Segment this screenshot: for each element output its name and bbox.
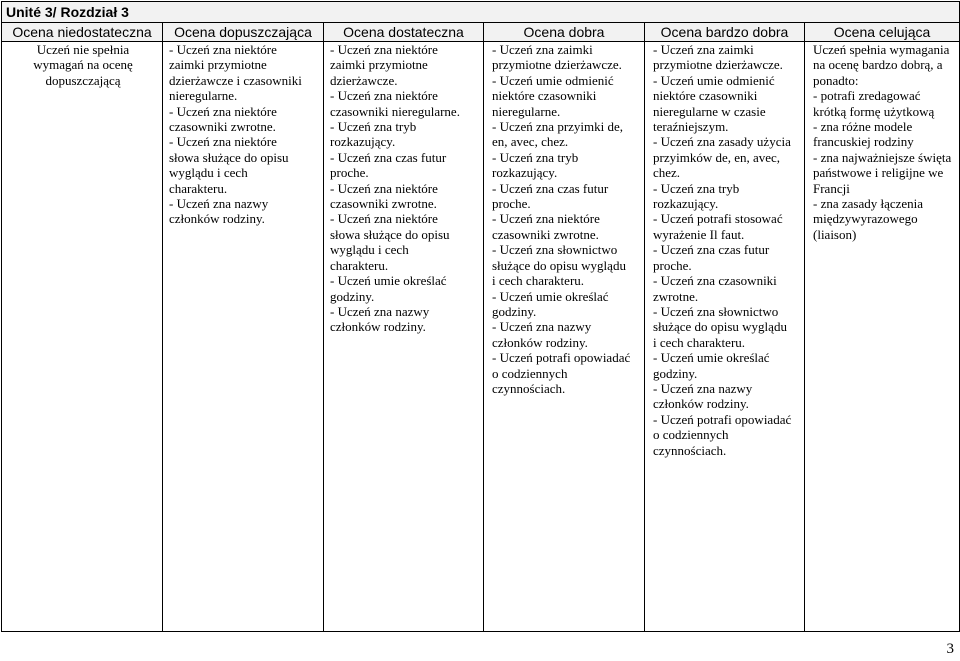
requirement-line: rozkazujący. <box>330 134 396 150</box>
requirement-line: - Uczeń zna niektóre <box>169 103 277 119</box>
requirement-line: wymagań na ocenę <box>33 57 133 73</box>
requirement-line: - Uczeń umie określać <box>330 273 447 289</box>
requirements-dopuszczajaca <box>163 42 324 632</box>
requirement-line: zaimki przymiotne <box>169 57 267 73</box>
requirement-line: proche. <box>653 257 692 273</box>
requirement-line: słowa służące do opisu <box>330 226 450 242</box>
requirement-line: - Uczeń zna nazwy <box>330 303 430 319</box>
requirement-line: - Uczeń zna nazwy <box>169 196 269 212</box>
requirement-line: wyrażenie Il faut. <box>653 226 745 242</box>
requirement-line: - Uczeń zna nazwy <box>653 380 753 396</box>
requirement-line: przyimków de, en, avec, <box>653 149 781 165</box>
requirement-line: - Uczeń umie określać <box>492 288 609 304</box>
unit-title: Unité 3/ Rozdział 3 <box>2 2 960 23</box>
requirement-line: wyglądu i cech <box>330 242 409 258</box>
requirement-line: - Uczeń potrafi opowiadać <box>653 411 792 427</box>
requirement-line: - potrafi zredagować <box>813 88 921 104</box>
requirement-line: na ocenę bardzo dobrą, a <box>813 57 943 73</box>
grading-table <box>1 1 960 632</box>
requirement-line: - Uczeń umie określać <box>653 350 770 366</box>
requirement-line: - zna zasady łączenia <box>813 196 924 212</box>
requirement-line: chez. <box>653 165 681 181</box>
requirement-line: - Uczeń zna czas futur <box>653 242 770 258</box>
requirement-line: i cech charakteru. <box>653 334 746 350</box>
header-niedostateczna: Ocena niedostateczna <box>2 23 163 42</box>
requirements-dobra <box>484 42 645 632</box>
requirement-line: - Uczeń zna niektóre <box>330 88 438 104</box>
requirement-line: czynnościach. <box>492 380 566 396</box>
requirement-line: dzierżawcze i czasowniki <box>169 72 302 88</box>
requirement-line: rozkazujący. <box>492 165 558 181</box>
requirement-line: charakteru. <box>169 180 228 196</box>
header-dopuszczajaca: Ocena dopuszczająca <box>163 23 324 42</box>
requirement-line: członków rodziny. <box>653 396 749 412</box>
requirement-line: - Uczeń zna czasowniki <box>653 273 777 289</box>
requirement-line: służące do opisu wyglądu <box>492 257 626 273</box>
requirement-line: czasowniki nieregularne. <box>330 103 460 119</box>
requirements-row <box>2 42 960 632</box>
header-row <box>2 23 960 42</box>
requirements-celujaca <box>805 42 960 632</box>
requirement-line: - zna najważniejsze święta <box>813 149 952 165</box>
requirement-line: godziny. <box>330 288 375 304</box>
requirement-line: członków rodziny. <box>492 334 588 350</box>
requirement-line: - Uczeń potrafi opowiadać <box>492 350 631 366</box>
requirement-line: - Uczeń zna czas futur <box>492 180 609 196</box>
requirement-line: godziny. <box>492 303 537 319</box>
requirement-line: godziny. <box>653 365 698 381</box>
header-bardzo-dobra: Ocena bardzo dobra <box>645 23 805 42</box>
requirement-line: - Uczeń zna zasady użycia <box>653 134 791 150</box>
requirement-line: służące do opisu wyglądu <box>653 319 787 335</box>
requirement-line: i cech charakteru. <box>492 273 585 289</box>
requirement-line: niektóre czasowniki <box>492 88 597 104</box>
requirement-line: - Uczeń zna niektóre <box>169 134 277 150</box>
requirement-line: - Uczeń zna niektóre <box>330 180 438 196</box>
requirement-line: teraźniejszym. <box>653 119 729 135</box>
requirement-line: nieregularne. <box>492 103 561 119</box>
requirement-line: czasowniki zwrotne. <box>169 119 276 135</box>
requirement-line: - Uczeń potrafi stosować <box>653 211 783 227</box>
requirement-line: dzierżawcze. <box>330 72 398 88</box>
requirement-line: - Uczeń zna tryb <box>653 180 740 196</box>
requirement-line: dopuszczającą <box>45 72 121 88</box>
requirement-line: Uczeń spełnia wymagania <box>813 42 950 57</box>
requirement-line: - zna różne modele <box>813 119 913 135</box>
requirement-line: - Uczeń zna niektóre <box>330 42 438 57</box>
requirement-line: (liaison) <box>813 226 857 242</box>
requirement-line: - Uczeń zna niektóre <box>330 211 438 227</box>
requirement-line: czynnościach. <box>653 442 727 458</box>
requirement-line: - Uczeń umie odmienić <box>492 72 614 88</box>
requirement-line: ponadto: <box>813 72 859 88</box>
requirement-line: - Uczeń zna zaimki <box>653 42 754 57</box>
header-celujaca: Ocena celująca <box>805 23 960 42</box>
requirement-line: - Uczeń zna przyimki de, <box>492 119 624 135</box>
requirement-line: - Uczeń zna słownictwo <box>653 303 779 319</box>
requirement-line: rozkazujący. <box>653 196 719 212</box>
requirements-dostateczna <box>324 42 484 632</box>
requirement-line: francuskiej rodziny <box>813 134 914 150</box>
requirement-line: charakteru. <box>330 257 389 273</box>
requirement-line: - Uczeń umie odmienić <box>653 72 775 88</box>
requirement-line: nieregularne. <box>169 88 238 104</box>
requirement-line: o codziennych <box>492 365 568 381</box>
requirement-line: czasowniki zwrotne. <box>330 196 437 212</box>
requirement-line: niektóre czasowniki <box>653 88 758 104</box>
requirement-line: nieregularne w czasie <box>653 103 766 119</box>
requirement-line: zwrotne. <box>653 288 699 304</box>
requirements-niedostateczna <box>2 42 163 632</box>
requirement-line: Francji <box>813 180 850 196</box>
requirement-line: członków rodziny. <box>169 211 265 227</box>
requirement-line: przymiotne dzierżawcze. <box>653 57 783 73</box>
header-dobra: Ocena dobra <box>484 23 645 42</box>
requirement-line: - Uczeń zna niektóre <box>492 211 600 227</box>
requirement-line: - Uczeń zna niektóre <box>169 42 277 57</box>
requirement-line: wyglądu i cech <box>169 165 248 181</box>
requirement-line: czasowniki zwrotne. <box>492 226 599 242</box>
requirement-line: krótką formę użytkową <box>813 103 935 119</box>
requirement-line: państwowe i religijne we <box>813 165 944 181</box>
requirement-line: słowa służące do opisu <box>169 149 289 165</box>
requirements-bardzo-dobra <box>645 42 805 632</box>
requirement-line: przymiotne dzierżawcze. <box>492 57 622 73</box>
requirement-line: - Uczeń zna tryb <box>330 119 417 135</box>
title-row <box>2 2 960 23</box>
requirement-line: - Uczeń zna zaimki <box>492 42 593 57</box>
page-number: 3 <box>946 641 954 657</box>
requirement-line: członków rodziny. <box>330 319 426 335</box>
requirement-line: - Uczeń zna słownictwo <box>492 242 618 258</box>
requirement-line: - Uczeń zna czas futur <box>330 149 447 165</box>
requirement-line: proche. <box>330 165 369 181</box>
requirement-line: - Uczeń zna tryb <box>492 149 579 165</box>
requirement-line: en, avec, chez. <box>492 134 569 150</box>
requirement-line: o codziennych <box>653 427 729 443</box>
requirement-line: zaimki przymiotne <box>330 57 428 73</box>
header-dostateczna: Ocena dostateczna <box>324 23 484 42</box>
requirement-line: Uczeń nie spełnia <box>36 42 130 57</box>
requirement-line: - Uczeń zna nazwy <box>492 319 592 335</box>
requirement-line: międzywyrazowego <box>813 211 918 227</box>
requirement-line: proche. <box>492 196 531 212</box>
